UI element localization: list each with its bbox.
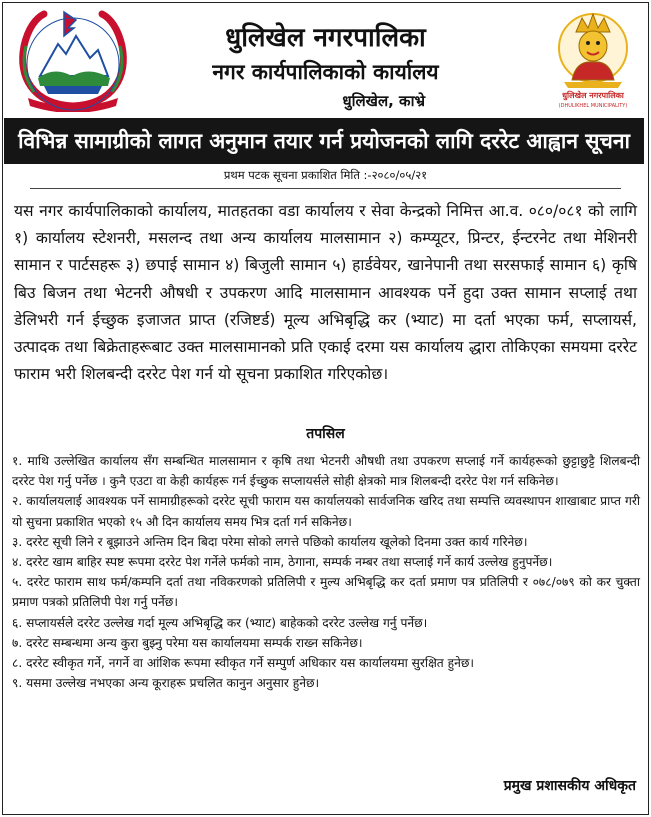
list-item: ४. दररेट खाम बाहिर स्पष्ट रूपमा दररेट पेश गर्नेले फर्मको नाम, ठेगाना, सम्पर्क नम्बर तथा सप्लाई गर्ने कार्य उल्लेख हुनुपर्नेछ। (12, 555, 553, 570)
dhulikhel-municipality-logo-icon (548, 10, 638, 110)
org-name: धुलिखेल नगरपालिका (225, 23, 426, 53)
list-item: १. माथि उल्लेखित कार्यालय सँग सम्बन्धित मालसामान र कृषि तथा भेटनरी औषधी तथा उपकरण सप्लाई गर्ने कार्यहरूको छुट्टाछुट्टै शिलबन्दी दररेट पेश गर्नु पर्नेछ । कुनै एउटा वा केही कार्यहरू गर्न ईच्छुक सप्लायर्सले सोही क्षेत्रको मात्र शिलबन्दी दररेट पेश गर्न सकिनेछ। (12, 454, 640, 489)
logo-caption-en: (DHULIKHEL MUNICIPALITY) (558, 103, 628, 109)
divider (30, 188, 621, 189)
list-item: २. कार्यालयलाई आवश्यक पर्ने सामाग्रीहरूको दररेट सूची फाराम यस कार्यालयको सार्वजनिक खरिद तथा सम्पत्ति व्यवस्थापन शाखाबाट प्राप्त गरी यो सुचना प्रकाशित भएको १५ औ दिन कार्यालय समय भित्र दर्ता गर्न सकिनेछ। (12, 494, 640, 529)
published-date: प्रथम पटक सूचना प्रकाशित मिति :-२०८०/०५/२१ (223, 168, 428, 182)
office-address: धुलिखेल, काभ्रे (342, 92, 425, 110)
signatory: प्रमुख प्रशासकीय अधिकृत (503, 778, 636, 794)
list-item: ९. यसमा उल्लेख नभएका अन्य कूराहरू प्रचलित कानुन अनुसार हुनेछ। (12, 676, 320, 691)
conditions-list (12, 451, 640, 693)
logo-caption-np: धुलिखेल नगरपालिका (562, 91, 624, 100)
notice-title: विभिन्न सामाग्रीको लागत अनुमान तयार गर्न प्रयोजनको लागि दररेट आह्वान सूचना (4, 118, 644, 164)
list-item: ६. सप्लायर्सले दररेट उल्लेख गर्दा मूल्य अभिबृद्धि कर (भ्याट) बाहेकको दररेट उल्लेख गर्नु पर्नेछ। (12, 615, 428, 630)
notice-header (0, 0, 651, 118)
office-name: नगर कार्यपालिकाको कार्यालय (212, 60, 439, 84)
notice-body: यस नगर कार्यपालिकाको कार्यालय, मातहतका वडा कार्यालय र सेवा केन्द्रको निमित्त आ.व. ०८०/०८१ को लागि १) कार्यालय स्टेशनरी, मसलन्द तथा अन्य कार्यालय मालसामान २) कम्प्यूटर, प्रिन्टर, ईन्टरनेट तथा मेशिनरी सामान र पार्टसहरू ३) छपाई सामान ४) बिजुली सामान ५) हार्डवेयर, खानेपानी तथा सरसफाई सामान ६) कृषि बिउ बिजन तथा भेटनरी औषधी र उपकरण आदि मालसामान आवश्यक पर्ने हुदा उक्त सामान सप्लाई तथा डेलिभरी गर्न ईच्छुक इजाजत प्राप्त (रजिष्टर्ड) मूल्य अभिबृद्धि कर (भ्याट) मा दर्ता भएका फर्म, सप्लायर्स, उत्पादक तथा बिक्रेताहरूबाट उक्त मालसामानको प्रति एकाई दरमा यस कार्यालय द्धारा तोकिएका समयमा दररेट फाराम भरी शिलबन्दी दररेट पेश गर्न यो सूचना प्रकाशित गरिएकोछ। (14, 202, 637, 384)
list-item: ८. दररेट स्वीकृत गर्ने, नगर्ने वा आंशिक रूपमा स्वीकृत गर्ने सम्पुर्ण अधिकार यस कार्यालयमा सुरक्षित हुनेछ। (12, 656, 475, 671)
list-item: ३. दररेट सूची लिने र बूझाउने अन्तिम दिन बिदा परेमा सोको लगत्ते पछिको कार्यालय खूलेको दिनमा उक्त कार्य गरिनेछ। (12, 534, 528, 549)
section-heading: तपसिल (306, 426, 345, 442)
list-item: ७. दररेट सम्बन्धमा अन्य कुरा बुझ्नु परेमा यस कार्यालयमा सम्पर्क राख्न सकिनेछ। (12, 635, 363, 650)
list-item: ५. दररेट फाराम साथ फर्म/कम्पनि दर्ता तथा नविकरणको प्रतिलिपी र मुल्य अभिबृद्धि कर दर्ता प्रमाण पत्र प्रतिलिपी र ०७८/०७९ को कर चुक्ता प्रमाण पत्रको प्रतिलिपी पेश गर्नु पर्नेछ। (12, 575, 640, 610)
